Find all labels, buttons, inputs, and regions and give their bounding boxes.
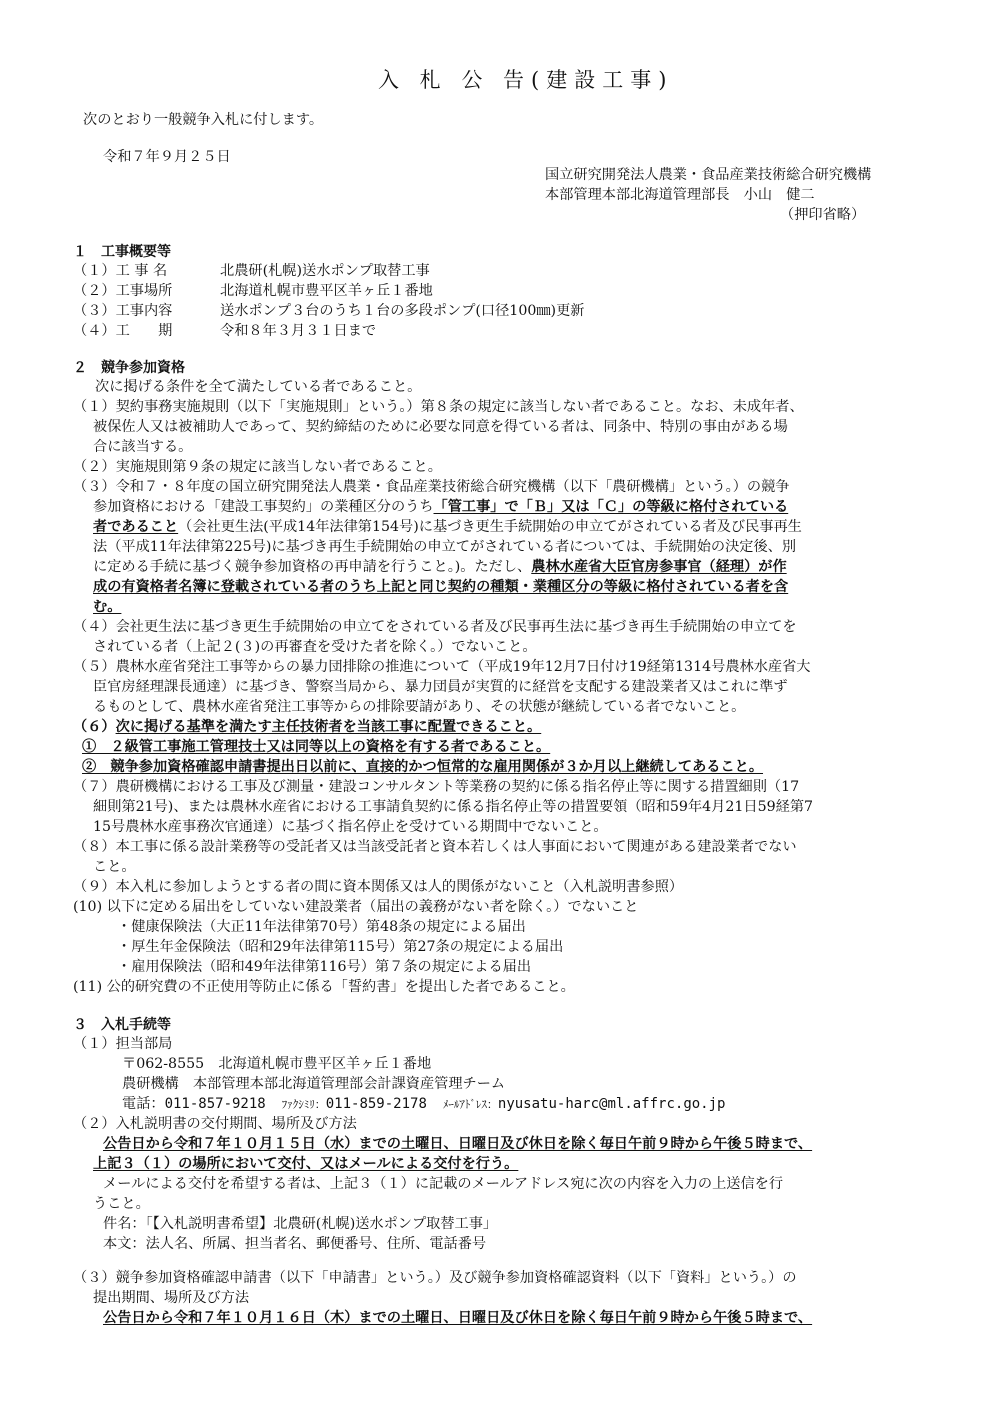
s2-p7-line: 細則第21号)、または農林水産省における工事請負契約に係る指名停止等の措置要領（昭和59年4月21日59経第7 <box>93 799 814 815</box>
s2-p1-line: （１）契約事務実施規則（以下「実施規則」という。）第８条の規定に該当しない者であること。なお、未成年者、 <box>73 399 804 415</box>
seal-note: （押印省略） <box>780 207 866 223</box>
s1-item-label: （１）工 事 名 <box>73 263 168 279</box>
s2-p10-list-item: ・厚生年金保険法（昭和29年法律第115号）第27条の規定による届出 <box>117 939 564 955</box>
s2-p6-number: （６） <box>73 719 116 735</box>
tel-number: 011-857-9218 <box>164 1096 266 1112</box>
tel-label: 電話： <box>122 1096 165 1112</box>
s1-item-label: （４）工 期 <box>73 323 173 339</box>
s3-dept: 農研機構 本部管理本部北海道管理部会計課資産管理チーム <box>122 1076 506 1092</box>
s2-p5-line: 臣官房経理課長通達）に基づき、警察当局から、暴力団員が実質的に経営を支配する建設業者又はこれに準ず <box>93 679 788 695</box>
s2-p3-text: （会社更生法(平成14年法律第154号)に基づき更生手続開始の申立てがされている者及び民事再生 <box>178 519 802 535</box>
s3-c2-emphasis: 公告日から令和７年１０月１５日（水）までの土曜日、日曜日及び休日を除く毎日午前９時から午後５時まで、 <box>103 1136 813 1152</box>
s3-mail-subject: 件名：「【入札説明書希望】北農研(札幌)送水ポンプ取替工事」 <box>103 1216 498 1232</box>
s2-lead: 次に掲げる条件を全て満たしている者であること。 <box>95 379 422 395</box>
s3-c2-mail-line: うこと。 <box>93 1196 150 1212</box>
s2-p6-text: 次に掲げる基準を満たす主任技術者を当該工事に配置できること。 <box>115 719 542 735</box>
s2-p2: （２）実施規則第９条の規定に該当しない者であること。 <box>73 459 442 475</box>
s1-item-value: 北海道札幌市豊平区羊ヶ丘１番地 <box>220 283 433 299</box>
s2-p3-line: （３）令和７・８年度の国立研究開発法人農業・食品産業技術総合研究機構（以下「農研機構」という。）の競争 <box>73 479 790 495</box>
s2-p5-line: （５）農林水産省発注工事等からの暴力団排除の推進について（平成19年12月7日付け19経第1314号農林水産省大 <box>73 659 811 675</box>
s2-p5-line: るものとして、農林水産省発注工事等からの排除要請があり、その状態が継続している者でないこと。 <box>93 699 746 715</box>
s3-c3-emphasis: 公告日から令和７年１０月１６日（木）までの土曜日、日曜日及び休日を除く毎日午前９時から午後５時まで、 <box>103 1310 813 1326</box>
intro-text: 次のとおり一般競争入札に付します。 <box>83 112 324 128</box>
mail-address[interactable]: nyusatu-harc@ml.affrc.go.jp <box>497 1096 726 1112</box>
s1-item-value: 北農研(札幌)送水ポンプ取替工事 <box>220 263 430 279</box>
s3-c1-label: （１）担当部局 <box>73 1036 173 1052</box>
s2-p3-emphasis: 成の有資格者名簿に登載されている者のうち上記と同じ契約の種類・業種区分の等級に格付されている者を含 <box>93 579 789 595</box>
fax-label: ﾌｧｸｼﾐﾘ： <box>281 1098 326 1111</box>
issuer-person: 本部管理本部北海道管理部長 小山 健二 <box>545 187 815 203</box>
issuer-org: 国立研究開発法人農業・食品産業技術総合研究機構 <box>545 167 872 183</box>
s2-p3-line <box>93 517 802 538</box>
s3-contact-line <box>122 1094 725 1116</box>
s3-mail-body: 本文：法人名、所属、担当者名、郵便番号、住所、電話番号 <box>103 1236 487 1252</box>
s3-address: 〒062-8555 北海道札幌市豊平区羊ヶ丘１番地 <box>122 1056 432 1072</box>
s2-p1-line: 合に該当する。 <box>93 439 193 455</box>
s2-p4-line: されている者（上記２(３)の再審査を受けた者を除く。）でないこと。 <box>93 639 537 655</box>
s2-p10: (10) 以下に定める届出をしていない建設業者（届出の義務がない者を除く。）でないこと <box>73 899 639 915</box>
s1-item-value: 送水ポンプ３台のうち１台の多段ポンプ(口径100㎜)更新 <box>220 303 585 319</box>
s2-p8-line: （８）本工事に係る設計業務等の受託者又は当該受託者と資本若しくは人事面において関連がある建設業者でない <box>73 839 797 855</box>
fax-number: 011-859-2178 <box>325 1096 427 1112</box>
s3-c2-label: （２）入札説明書の交付期間、場所及び方法 <box>73 1116 357 1132</box>
s2-p3-line: 法（平成11年法律第225号)に基づき再生手続開始の申立てがされている者については、手続開始の決定後、別 <box>93 539 797 555</box>
s2-p1-line: 被保佐人又は被補助人であって、契約締結のために必要な同意を得ている者は、同条中、特別の事由がある場 <box>93 419 788 435</box>
s2-p7-line: （７）農研機構における工事及び測量・建設コンサルタント等業務の契約に係る指名停止等に関する措置細則（17 <box>73 779 800 795</box>
notice-date: 令和７年９月２５日 <box>103 149 231 165</box>
section-1-heading: １ 工事概要等 <box>73 244 171 260</box>
s3-c2-emphasis: 上記３（１）の場所において交付、又はメールによる交付を行う。 <box>93 1156 519 1172</box>
page-title: 入 札 公 告(建設工事) <box>378 68 674 92</box>
s2-p6-line <box>73 717 541 738</box>
s1-item-label: （２）工事場所 <box>73 283 173 299</box>
s2-p3-emphasis: 農林水産省大臣官房参事官（経理）が作 <box>531 559 787 575</box>
s2-p3-emphasis: む。 <box>93 599 122 615</box>
s2-p3-text: に定める手続に基づく競争参加資格の再申請を行うこと。)。ただし、 <box>93 559 532 575</box>
s3-c3-line: 提出期間、場所及び方法 <box>93 1290 250 1306</box>
s1-item-value: 令和８年３月３１日まで <box>220 323 377 339</box>
s2-p7-line: 15号農林水産事務次官通達）に基づく指名停止を受けている期間中でないこと。 <box>93 819 608 835</box>
s2-p3-emphasis: 者であること <box>93 519 179 535</box>
s2-p8-line: こと。 <box>93 859 136 875</box>
mail-label: ﾒｰﾙｱﾄﾞﾚｽ： <box>442 1098 498 1111</box>
s2-p11: (11) 公的研究費の不正使用等防止に係る「誓約書」を提出した者であること。 <box>73 979 575 995</box>
s3-c3-line: （３）競争参加資格確認申請書（以下「申請書」という。）及び競争参加資格確認資料（以下「資料」という。）の <box>73 1270 797 1286</box>
s2-p4-line: （４）会社更生法に基づき更生手続開始の申立てをされている者及び民事再生法に基づき再生手続開始の申立てを <box>73 619 797 635</box>
section-3-heading: ３ 入札手続等 <box>73 1017 171 1033</box>
s2-p6-condition: ② 競争参加資格確認申請書提出日以前に、直接的かつ恒常的な雇用関係が３か月以上継続してあること。 <box>82 759 764 775</box>
s2-p3-line <box>93 557 787 578</box>
s2-p3-text: 参加資格における「建設工事契約」の業種区分のうち <box>93 499 434 515</box>
s2-p3-emphasis: 「管工事」で「Ｂ」又は「Ｃ」の等級に格付されている <box>433 499 789 515</box>
s3-c2-mail-line: メールによる交付を希望する者は、上記３（１）に記載のメールアドレス宛に次の内容を入力の上送信を行 <box>103 1176 784 1192</box>
s2-p3-line <box>93 497 788 518</box>
s2-p6-condition: ① ２級管工事施工管理技士又は同等以上の資格を有する者であること。 <box>82 739 551 755</box>
s2-p10-list-item: ・健康保険法（大正11年法律第70号）第48条の規定による届出 <box>117 919 526 935</box>
s1-item-label: （３）工事内容 <box>73 303 173 319</box>
section-2-heading: ２ 競争参加資格 <box>73 360 185 376</box>
s2-p9: （９）本入札に参加しようとする者の間に資本関係又は人的関係がないこと（入札説明書参照） <box>73 879 684 895</box>
s2-p10-list-item: ・雇用保険法（昭和49年法律第116号）第７条の規定による届出 <box>117 959 532 975</box>
